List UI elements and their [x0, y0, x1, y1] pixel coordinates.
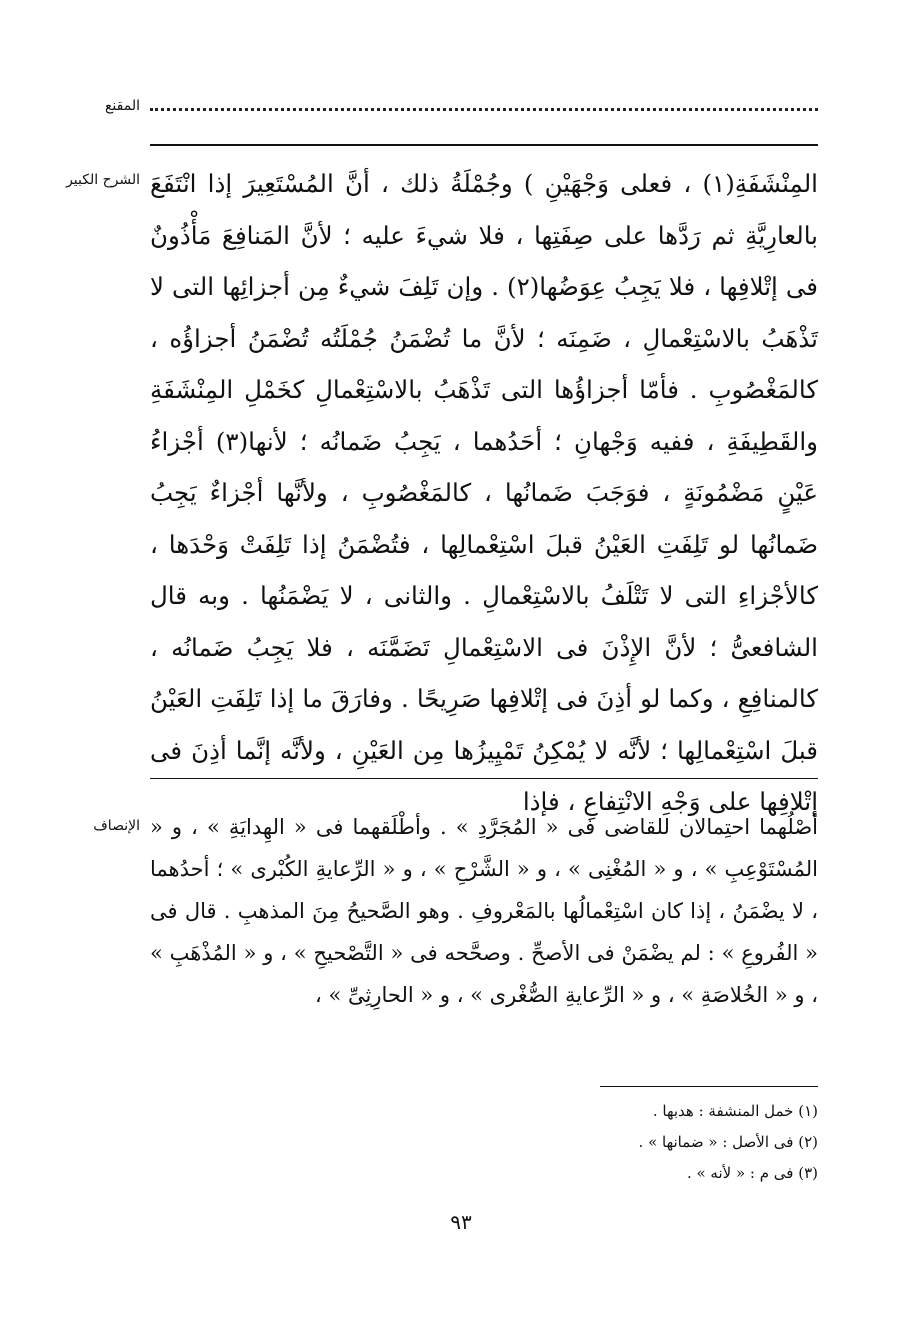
footnotes: [450, 1096, 818, 1189]
footnote-1: (١) خمل المنشفة : هدبها .: [652, 1102, 818, 1120]
section-label-insaf: الإنصاف: [93, 818, 140, 834]
footnote-rule: [600, 1086, 818, 1087]
header-rule: [150, 144, 818, 146]
main-commentary-text: [150, 158, 818, 828]
running-header-title: المقنع: [104, 98, 140, 114]
insaf-text: [150, 806, 818, 1016]
page-number: ٩٣: [450, 1210, 472, 1234]
section-label-sharh: الشرح الكبير: [66, 172, 140, 188]
footnote-3: (٣) فى م : « لأنه » .: [686, 1164, 818, 1182]
insaf-paragraph: أصْلُهما احتِمالان للقاضى فى « المُجَرَّدِ » . وأطْلَقهما فى « الهِدايَةِ » ، و « المُسْتَوْعِبِ » ، و « المُغْنِى » ، و « الشَّرْحِ » ، و « الرِّعايةِ الكُبْرى » ؛ أحدُهما ، لا يضْمَنُ ، إذا كان اسْتِعْمالُها بالمَعْروفِ . وهو الصَّحيحُ مِنَ المذهبِ . قال فى « الفُروعِ » : لم يضْمَنْ فى الأصحِّ . وصحَّحه فى « التَّصْحيحِ » ، و « المُذْهَبِ » ، و « الخُلاصَةِ » ، و « الرِّعايةِ الصُّغْرى » ، و « الحارِثِىِّ » ،: [150, 815, 819, 1007]
section-divider: [150, 778, 818, 779]
footnote-2: (٢) فى الأصل : « ضمانها » .: [638, 1133, 818, 1151]
header-dotted-line: [150, 104, 818, 111]
main-paragraph: المِنْشَفَةِ(١) ، فعلى وَجْهَيْنِ ) وجُمْلَةُ ذلك ، أنَّ المُسْتَعِيرَ إذا انْتَفَعَ بالعارِيَّةِ ثم رَدَّها على صِفَتِها ، فلا شيءَ عليه ؛ لأنَّ المَنافِعَ مَأْذُونٌ فى إتْلافِها ، فلا يَجِبُ عِوَضُها(٢) . وإن تَلِفَ شيءٌ مِن أجزائِها التى لا تَذْهَبُ بالاسْتِعْمالِ ، ضَمِنَه ؛ لأنَّ ما تُضْمَنُ جُمْلَتُه تُضْمَنُ أجزاؤُه ، كالمَغْصُوبِ . فأمّا أجزاؤُها التى تَذْهَبُ بالاسْتِعْمالِ كخَمْلِ المِنْشَفَةِ والقَطِيفَةِ ، ففيه وَجْهانِ ؛ أحَدُهما ، يَجِبُ ضَمانُه ؛ لأنها(٣) أجْزاءُ عَيْنٍ مَضْمُونَةٍ ، فوَجَبَ ضَمانُها ، كالمَغْصُوبِ ، ولأنَّها أجْزاءٌ يَجِبُ ضَمانُها لو تَلِفَتِ العَيْنُ قبلَ اسْتِعْمالِها ، فتُضْمَنُ إذا تَلِفَتْ وَحْدَها ، كالأجْزاءِ التى لا تَتْلَفُ بالاسْتِعْمالِ . والثانى ، لا يَضْمَنُها . وبه قال الشافعىُّ ؛ لأنَّ الإِذْنَ فى الاسْتِعْمالِ تَضَمَّنَه ، فلا يَجِبُ ضَمانُه ، كالمنافِعِ ، وكما لو أذِنَ فى إتْلافِها صَرِيحًا . وفارَقَ ما إذا تَلِفَتِ العَيْنُ قبلَ اسْتِعْمالِها ؛ لأنَّه لا يُمْكِنُ تَمْيِيزُها مِن العَيْنِ ، ولأنَّه إنَّما أذِنَ فى إتْلافِها على وَجْهِ الانْتِفاعِ ، فإذا: [150, 169, 818, 816]
